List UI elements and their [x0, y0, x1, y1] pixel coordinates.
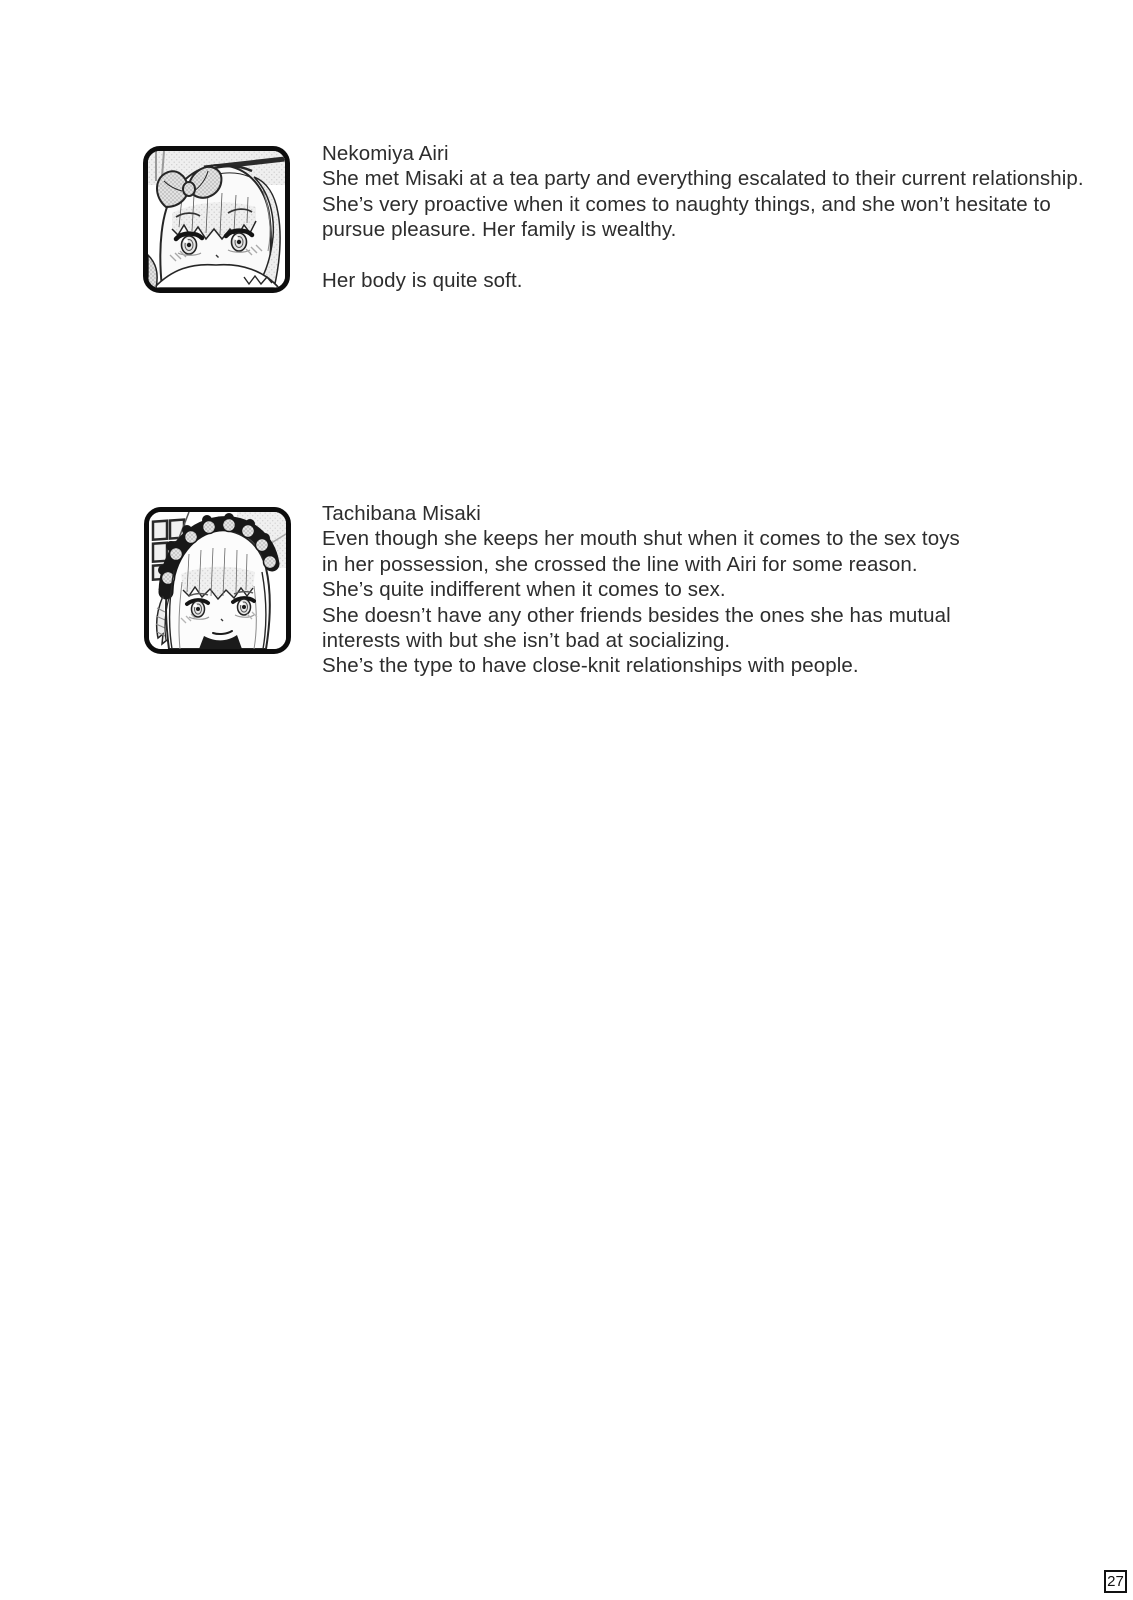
airi-portrait-frame: [143, 146, 290, 293]
misaki-bio-line: She’s the type to have close-knit relationships with people.: [322, 654, 859, 678]
airi-bio-line: [322, 243, 1084, 268]
airi-portrait-illustration: [148, 151, 285, 288]
misaki-bio-line: Even though she keeps her mouth shut when it comes to the sex toys: [322, 527, 960, 551]
airi-bio-line: Her body is quite soft.: [322, 269, 523, 293]
misaki-name: Tachibana Misaki: [322, 502, 481, 525]
misaki-bio-line: She doesn’t have any other friends besides the ones she has mutual: [322, 603, 951, 627]
airi-bio-line: She met Misaki at a tea party and everything escalated to their current relationship.: [322, 167, 1084, 191]
page-number-label: 27: [1107, 1573, 1124, 1590]
misaki-portrait-frame: [144, 507, 291, 654]
misaki-bio-line: interests with but she isn’t bad at socializing.: [322, 629, 731, 653]
airi-name: Nekomiya Airi: [322, 142, 449, 165]
misaki-profile-text: [322, 501, 960, 679]
misaki-bio-line: in her possession, she crossed the line with Airi for some reason.: [322, 552, 918, 576]
airi-bio-line: pursue pleasure. Her family is wealthy.: [322, 218, 677, 242]
misaki-portrait-illustration: [149, 512, 286, 649]
airi-profile-text: [322, 141, 1084, 293]
misaki-bio-line: She’s quite indifferent when it comes to sex.: [322, 578, 726, 602]
airi-bio-line: She’s very proactive when it comes to naughty things, and she won’t hesitate to: [322, 192, 1051, 216]
page-number: [1104, 1570, 1127, 1593]
